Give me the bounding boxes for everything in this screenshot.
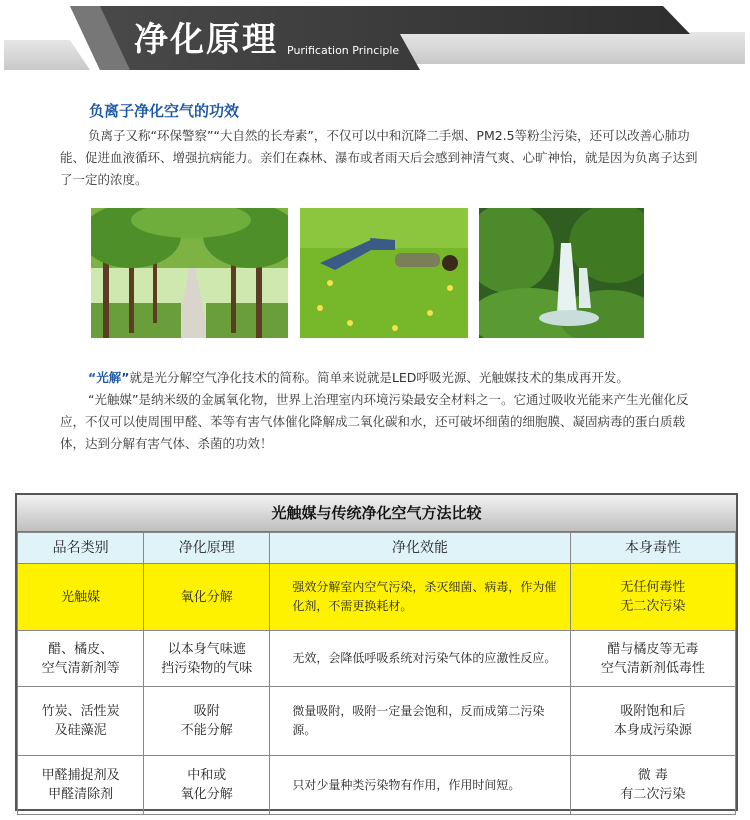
header-category: 品名类别 bbox=[18, 533, 144, 564]
banner-subtitle: Purification Principle bbox=[287, 44, 400, 57]
header-principle: 净化原理 bbox=[144, 533, 270, 564]
cell-toxicity: 微 毒 有二次污染 bbox=[570, 756, 735, 815]
photo-waterfall bbox=[479, 208, 644, 338]
banner-title: 净化原理 bbox=[134, 20, 278, 60]
cell-effect: 无效，会降低呼吸系统对污染气体的应激性反应。 bbox=[270, 631, 570, 687]
section-banner bbox=[0, 0, 750, 78]
negative-ion-heading: 负离子净化空气的功效 bbox=[89, 102, 240, 120]
photocatalyst-text-1: 就是光分解空气净化技术的简称。简单来说就是LED呼吸光源、光触媒技术的集成再开发。 bbox=[129, 370, 629, 385]
cell-toxicity: 无任何毒性 无二次污染 bbox=[570, 564, 735, 631]
cell-name: 光触媒 bbox=[18, 564, 144, 631]
photocatalyst-term: “光解” bbox=[88, 370, 130, 385]
comparison-grid bbox=[17, 532, 736, 815]
cell-effect: 微量吸附，吸附一定量会饱和，反而成第二污染源。 bbox=[270, 687, 570, 756]
negative-ion-text: 负离子又称“环保警察”“大自然的长寿素”，不仅可以中和沉降二手烟、PM2.5等粉尘污染，还可以改善心肺功能、促进血液循环、增强抗病能力。亲们在森林、瀑布或者雨天后会感到神清气爽、心旷神怡，就是因为负离子达到了一定的浓度。 bbox=[60, 128, 698, 187]
photocatalyst-text-2: “光触媒”是纳米级的金属氧化物，世界上治理室内环境污染最安全材料之一。它通过吸收光能来产生光催化反应，不仅可以使周围甲醛、苯等有害气体催化降解成二氧化碳和水，还可破坏细菌的细胞膜、凝固病毒的蛋白质载体，达到分解有害气体、杀菌的功效！ bbox=[60, 392, 689, 451]
cell-toxicity: 醋与橘皮等无毒 空气清新剂低毒性 bbox=[570, 631, 735, 687]
cell-effect: 只对少量种类污染物有作用，作用时间短。 bbox=[270, 756, 570, 815]
negative-ion-paragraph bbox=[60, 125, 700, 191]
cell-name: 甲醛捕捉剂及 甲醛清除剂 bbox=[18, 756, 144, 815]
table-row bbox=[18, 687, 736, 756]
banner-shape bbox=[0, 0, 750, 78]
waterfall-illustration bbox=[479, 208, 644, 338]
grass-person-illustration bbox=[300, 208, 468, 338]
cell-principle: 中和或 氧化分解 bbox=[144, 756, 270, 815]
header-effect: 净化效能 bbox=[270, 533, 570, 564]
table-row bbox=[18, 564, 736, 631]
tree-path-illustration bbox=[91, 208, 288, 338]
photocatalyst-paragraph bbox=[60, 367, 700, 455]
cell-effect: 强效分解室内空气污染，杀灭细菌、病毒，作为催化剂，不需更换耗材。 bbox=[270, 564, 570, 631]
table-row bbox=[18, 631, 736, 687]
header-toxicity: 本身毒性 bbox=[570, 533, 735, 564]
comparison-table bbox=[15, 493, 738, 811]
table-header-row bbox=[18, 533, 736, 564]
cell-principle: 氧化分解 bbox=[144, 564, 270, 631]
cell-name: 醋、橘皮、 空气清新剂等 bbox=[18, 631, 144, 687]
cell-principle: 以本身气味遮 挡污染物的气味 bbox=[144, 631, 270, 687]
cell-principle: 吸附 不能分解 bbox=[144, 687, 270, 756]
cell-name: 竹炭、活性炭 及硅藻泥 bbox=[18, 687, 144, 756]
photo-tree-path bbox=[91, 208, 288, 338]
cell-toxicity: 吸附饱和后 本身成污染源 bbox=[570, 687, 735, 756]
table-caption: 光触媒与传统净化空气方法比较 bbox=[17, 495, 736, 532]
table-row bbox=[18, 756, 736, 815]
photo-person-grass bbox=[300, 208, 468, 338]
